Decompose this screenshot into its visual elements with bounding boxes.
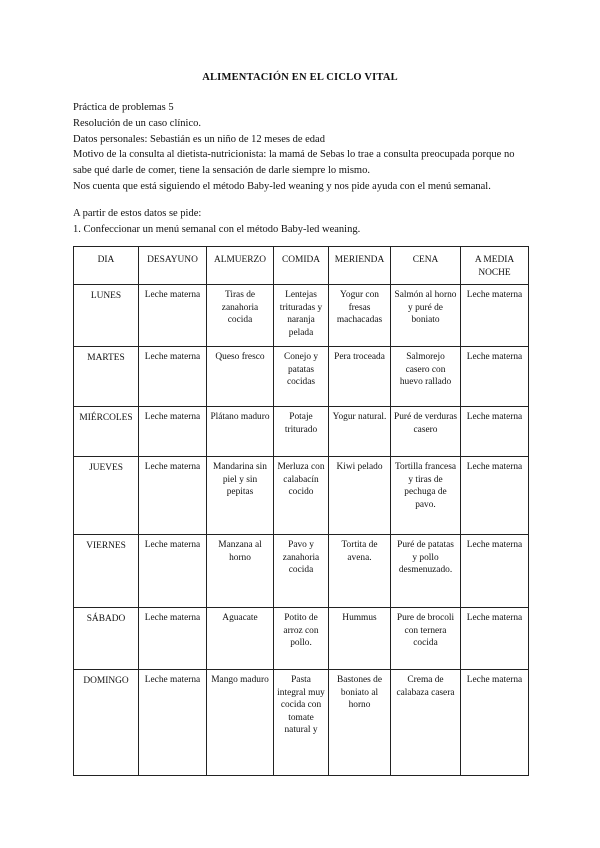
day-cell: MIÉRCOLES xyxy=(74,407,139,457)
day-cell: DOMINGO xyxy=(74,670,139,776)
meal-cell: Leche materna xyxy=(139,608,207,670)
meal-cell: Leche materna xyxy=(139,670,207,776)
meal-cell: Pavo y zanahoria cocida xyxy=(274,535,329,608)
request-line: 1. Confeccionar un menú semanal con el método Baby-led weaning. xyxy=(73,223,361,235)
meal-cell: Bastones de boniato al horno xyxy=(329,670,391,776)
table-row xyxy=(74,670,529,776)
meal-cell: Pasta integral muy cocida con tomate natural y xyxy=(274,670,329,776)
meal-cell: Queso fresco xyxy=(207,347,274,407)
meal-cell: Conejo y patatas cocidas xyxy=(274,347,329,407)
meal-cell: Leche materna xyxy=(461,347,529,407)
intro-section xyxy=(73,100,533,195)
day-cell: LUNES xyxy=(74,285,139,347)
day-cell: SÁBADO xyxy=(74,608,139,670)
table-row xyxy=(74,347,529,407)
meal-cell: Puré de patatas y pollo desmenuzado. xyxy=(391,535,461,608)
meal-cell: Pera troceada xyxy=(329,347,391,407)
meal-cell: Tortita de avena. xyxy=(329,535,391,608)
day-cell: MARTES xyxy=(74,347,139,407)
meal-cell: Lentejas trituradas y naranja pelada xyxy=(274,285,329,347)
meal-cell: Kiwi pelado xyxy=(329,457,391,535)
meal-cell: Leche materna xyxy=(139,457,207,535)
intro-line: Motivo de la consulta al dietista-nutricionista: la mamá de Sebas lo trae a consulta preocupada porque no sabe qué darle de comer, tiene la sensación de darle siempre lo mismo. xyxy=(73,149,515,177)
header-cell-dia: DIA xyxy=(74,247,139,285)
weekly-menu-table xyxy=(73,246,529,776)
request-section xyxy=(73,206,533,238)
day-cell: VIERNES xyxy=(74,535,139,608)
table-row xyxy=(74,608,529,670)
document-title: ALIMENTACIÓN EN EL CICLO VITAL xyxy=(202,72,398,83)
meal-cell: Leche materna xyxy=(461,457,529,535)
table-row xyxy=(74,407,529,457)
meal-cell: Leche materna xyxy=(461,407,529,457)
meal-cell: Mandarina sin piel y sin pepitas xyxy=(207,457,274,535)
meal-cell: Tortilla francesa y tiras de pechuga de pavo. xyxy=(391,457,461,535)
meal-cell: Leche materna xyxy=(139,407,207,457)
table-row xyxy=(74,457,529,535)
meal-cell: Plátano maduro xyxy=(207,407,274,457)
header-cell-desayuno: DESAYUNO xyxy=(139,247,207,285)
header-cell-cena: CENA xyxy=(391,247,461,285)
meal-cell: Crema de calabaza casera xyxy=(391,670,461,776)
meal-cell: Leche materna xyxy=(139,285,207,347)
meal-cell: Yogur natural. xyxy=(329,407,391,457)
meal-cell: Hummus xyxy=(329,608,391,670)
meal-cell: Potito de arroz con pollo. xyxy=(274,608,329,670)
header-cell-almuerzo: ALMUERZO xyxy=(207,247,274,285)
table-row xyxy=(74,535,529,608)
meal-cell: Potaje triturado xyxy=(274,407,329,457)
meal-cell: Salmorejo casero con huevo rallado xyxy=(391,347,461,407)
meal-cell: Pure de brocoli con ternera cocida xyxy=(391,608,461,670)
meal-cell: Leche materna xyxy=(461,670,529,776)
meal-cell: Mango maduro xyxy=(207,670,274,776)
intro-line: Datos personales: Sebastián es un niño de 12 meses de edad xyxy=(73,133,325,145)
table-row xyxy=(74,285,529,347)
meal-cell: Leche materna xyxy=(461,285,529,347)
table-header-row xyxy=(74,247,529,285)
header-cell-merienda: MERIENDA xyxy=(329,247,391,285)
intro-line: Nos cuenta que está siguiendo el método Baby-led weaning y nos pide ayuda con el menú semanal. xyxy=(73,180,491,192)
meal-cell: Tiras de zanahoria cocida xyxy=(207,285,274,347)
intro-line: Práctica de problemas 5 xyxy=(73,102,174,113)
meal-cell: Salmón al horno y puré de boniato xyxy=(391,285,461,347)
meal-cell: Merluza con calabacín cocido xyxy=(274,457,329,535)
meal-cell: Leche materna xyxy=(139,347,207,407)
header-cell-media-noche: A MEDIA NOCHE xyxy=(461,247,529,285)
day-cell: JUEVES xyxy=(74,457,139,535)
meal-cell: Leche materna xyxy=(461,608,529,670)
intro-line: Resolución de un caso clínico. xyxy=(73,117,202,129)
header-cell-comida: COMIDA xyxy=(274,247,329,285)
meal-cell: Leche materna xyxy=(139,535,207,608)
meal-cell: Yogur con fresas machacadas xyxy=(329,285,391,347)
meal-cell: Puré de verduras casero xyxy=(391,407,461,457)
meal-cell: Leche materna xyxy=(461,535,529,608)
request-line: A partir de estos datos se pide: xyxy=(73,208,202,219)
meal-cell: Manzana al horno xyxy=(207,535,274,608)
meal-cell: Aguacate xyxy=(207,608,274,670)
